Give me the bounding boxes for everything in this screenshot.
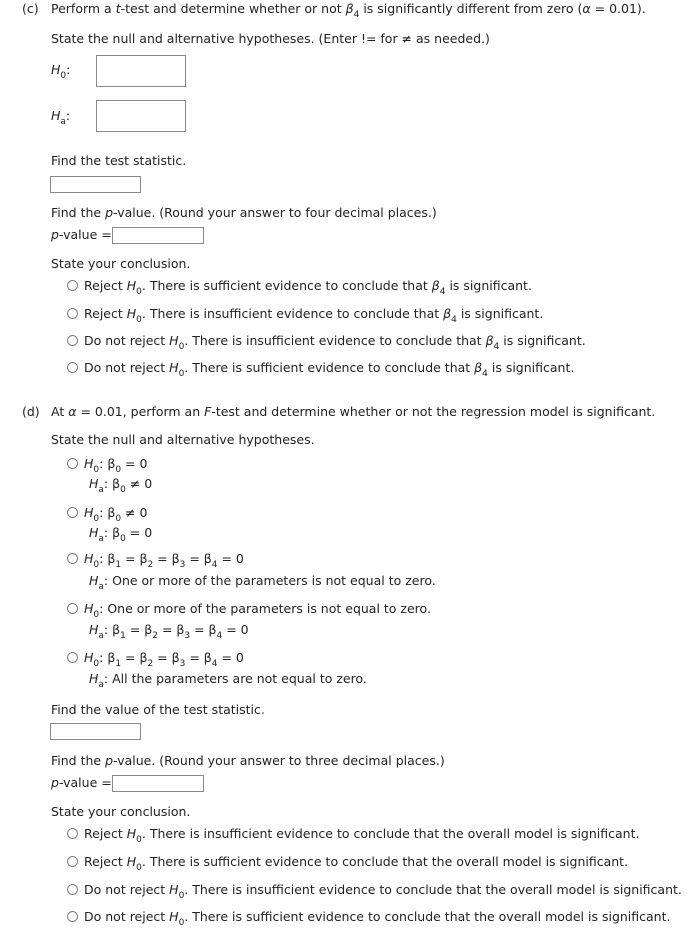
- part-d-conclusion-option[interactable]: Do not reject $H_0$. There is insufficient evidence to conclude that the overall model is significant.: [84, 882, 682, 901]
- part-c-ha-label: $H_a$:: [51, 108, 71, 127]
- part-c-conclusion-option[interactable]: Reject $H_0$. There is insufficient evidence to conclude that $\beta_4$ is significant.: [84, 306, 544, 325]
- part-d-hyp-instruction: State the null and alternative hypotheses.: [51, 432, 315, 447]
- part-c-h0-input[interactable]: [96, 55, 186, 87]
- part-d-conclusion-option[interactable]: Reject $H_0$. There is insufficient evidence to conclude that the overall model is significant.: [84, 826, 640, 845]
- part-d-test-stat-prompt: Find the value of the test statistic.: [51, 702, 265, 717]
- part-d-hyp-option-h0[interactable]: $H_0$: $\beta_0 = 0$: [84, 456, 148, 475]
- part-c-test-stat-input[interactable]: [50, 176, 141, 193]
- part-c-pvalue-label: p-value =: [51, 227, 112, 242]
- part-d-hyp-radio[interactable]: [67, 553, 78, 564]
- part-c-conclusion-option[interactable]: Reject $H_0$. There is sufficient evidence to conclude that $\beta_4$ is significant.: [84, 278, 532, 297]
- part-d-hyp-option-h0[interactable]: $H_0$: $\beta_1 = \beta_2 = \beta_3 = \beta_4 = 0$: [84, 551, 244, 570]
- part-d-hyp-option-ha[interactable]: $H_a$: One or more of the parameters is not equal to zero.: [89, 573, 436, 592]
- part-c-conclusion-radio[interactable]: [67, 335, 78, 346]
- part-d-hyp-option-ha[interactable]: $H_a$: $\beta_0 \ne 0$: [89, 476, 153, 495]
- part-d-label: (d): [22, 404, 40, 419]
- part-d-pvalue-prompt: Find the p-value. (Round your answer to three decimal places.): [51, 753, 445, 768]
- part-d-pvalue-label: p-value =: [51, 775, 112, 790]
- part-d-conclusion-radio[interactable]: [67, 828, 78, 839]
- part-d-conclusion-option[interactable]: Reject $H_0$. There is sufficient evidence to conclude that the overall model is significant.: [84, 854, 629, 873]
- part-c-conclusion-radio[interactable]: [67, 280, 78, 291]
- part-d-conclusion-option[interactable]: Do not reject $H_0$. There is sufficient evidence to conclude that the overall model is significant.: [84, 909, 671, 928]
- part-c-conclusion-prompt: State your conclusion.: [51, 256, 191, 271]
- part-d-conclusion-radio[interactable]: [67, 856, 78, 867]
- part-d-conclusion-radio[interactable]: [67, 884, 78, 895]
- part-c-label: (c): [22, 1, 39, 16]
- part-d-hyp-option-h0[interactable]: $H_0$: $\beta_0 \ne 0$: [84, 505, 148, 524]
- part-c-conclusion-option[interactable]: Do not reject $H_0$. There is insufficient evidence to conclude that $\beta_4$ is significant.: [84, 333, 586, 352]
- part-c-h0-label: $H_0$:: [51, 62, 71, 81]
- part-c-test-stat-prompt: Find the test statistic.: [51, 153, 187, 168]
- part-d-hyp-radio[interactable]: [67, 507, 78, 518]
- part-c-prompt: Perform a t-test and determine whether or not $\beta_4$ is significantly different from zero (α = 0.01).: [51, 1, 646, 20]
- part-d-hyp-option-h0[interactable]: $H_0$: $\beta_1 = \beta_2 = \beta_3 = \beta_4 = 0$: [84, 650, 244, 669]
- part-d-conclusion-radio[interactable]: [67, 911, 78, 922]
- part-c-hyp-instruction: State the null and alternative hypotheses. (Enter != for ≠ as needed.): [51, 31, 490, 46]
- part-c-conclusion-radio[interactable]: [67, 362, 78, 373]
- part-d-conclusion-prompt: State your conclusion.: [51, 804, 191, 819]
- part-c-ha-input[interactable]: [96, 100, 186, 132]
- part-c-conclusion-radio[interactable]: [67, 308, 78, 319]
- part-d-pvalue-input[interactable]: [112, 775, 204, 792]
- part-d-test-stat-input[interactable]: [50, 723, 141, 740]
- part-c-conclusion-option[interactable]: Do not reject $H_0$. There is sufficient evidence to conclude that $\beta_4$ is significant.: [84, 360, 575, 379]
- part-d-hyp-radio[interactable]: [67, 458, 78, 469]
- part-c-pvalue-input[interactable]: [112, 227, 204, 244]
- part-d-prompt: At α = 0.01, perform an F-test and determine whether or not the regression model is significant.: [51, 404, 656, 419]
- part-d-hyp-option-ha[interactable]: $H_a$: $\beta_1 = \beta_2 = \beta_3 = \beta_4 = 0$: [89, 622, 249, 641]
- part-d-hyp-option-ha[interactable]: $H_a$: All the parameters are not equal to zero.: [89, 671, 367, 690]
- part-d-hyp-option-h0[interactable]: $H_0$: One or more of the parameters is not equal to zero.: [84, 601, 431, 620]
- part-d-hyp-option-ha[interactable]: $H_a$: $\beta_0 = 0$: [89, 525, 153, 544]
- part-c-pvalue-prompt: Find the p-value. (Round your answer to four decimal places.): [51, 205, 437, 220]
- part-d-hyp-radio[interactable]: [67, 603, 78, 614]
- part-d-hyp-radio[interactable]: [67, 652, 78, 663]
